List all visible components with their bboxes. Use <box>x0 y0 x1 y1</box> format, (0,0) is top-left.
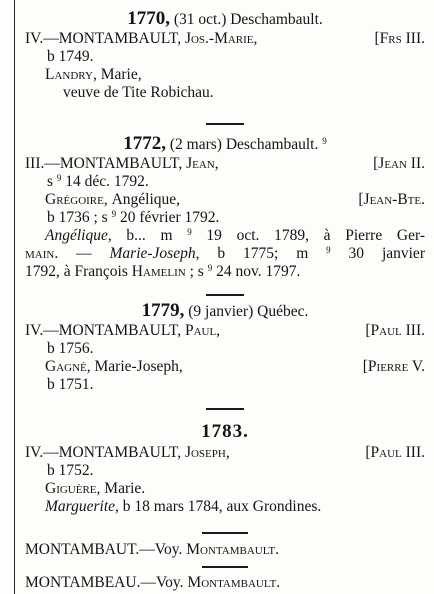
child-line <box>25 227 425 245</box>
separator-rule <box>206 294 244 296</box>
husband-surname: MONTAMBAULT, <box>58 30 185 47</box>
entry-1772 <box>25 133 425 281</box>
child-event: 30 janvier <box>330 245 425 262</box>
child-name: Marie-Joseph <box>109 245 196 262</box>
xref-surname: MONTAMBAUT. <box>25 541 140 558</box>
wife-surname: Landry, <box>45 66 101 83</box>
child-line <box>25 498 425 516</box>
burial-date: 14 déc. 1792. <box>61 173 149 190</box>
child-event: 1792, à François <box>25 263 132 280</box>
separator-rule <box>206 123 244 125</box>
separator-rule <box>202 532 248 534</box>
generation-number: IV.— <box>25 30 59 47</box>
entry-1783 <box>25 420 425 516</box>
child-spouse: main. — <box>25 245 110 262</box>
place-note-mark: 9 <box>207 263 213 273</box>
burial-label: s <box>47 173 57 190</box>
child-event: 19 oct. 1789, à Pierre Ger- <box>191 227 425 244</box>
husband-given-name: Jos.-Marie, <box>184 30 258 47</box>
wife-surname: Gagné, <box>45 358 95 375</box>
place-note-mark: 9 <box>56 173 62 183</box>
child-event: , b 1775; m <box>195 245 327 262</box>
husband-surname: MONTAMBAULT, <box>58 322 185 339</box>
left-column-rule <box>14 0 15 594</box>
xref-target: Montambault. <box>186 541 280 558</box>
xref-see-label: —Voy. <box>140 574 188 591</box>
separator-rule <box>202 566 248 568</box>
entry-place-date: (31 oct.) Deschambault. <box>169 11 323 28</box>
place-note-mark: 9 <box>187 227 192 237</box>
entry-year: 1772, <box>123 133 166 154</box>
wife-given-name: Marie-Joseph, <box>94 358 183 375</box>
entry-1779 <box>25 300 425 394</box>
place-note-mark: 9 <box>322 136 327 146</box>
wife-line <box>25 191 425 209</box>
husband-burial <box>25 173 425 191</box>
husband-line <box>25 155 425 173</box>
wife-birth: b 1751. <box>47 376 94 393</box>
wife-given-name: Marie, <box>100 66 142 83</box>
husband-given-name: Jean, <box>186 155 219 172</box>
wife-line <box>25 480 425 498</box>
wife-birth-burial: b 1736 ; s <box>47 209 112 226</box>
wife-father-reference: [Jean-Bte. <box>358 191 425 208</box>
wife-father-reference: [Pierre V. <box>362 358 425 375</box>
place-note-mark: 9 <box>326 245 331 255</box>
wife-note: veuve de Tite Robichau. <box>63 84 214 101</box>
wife-line <box>25 358 425 376</box>
wife-surname: Grégoire, <box>45 191 112 208</box>
generation-number: III.— <box>25 155 60 172</box>
entry-place-date: (2 mars) Deschambault. <box>166 136 319 153</box>
wife-given-name: Angélique, <box>111 191 181 208</box>
place-note-mark: 9 <box>111 209 117 219</box>
separator-rule <box>206 408 244 410</box>
child-line <box>25 245 425 263</box>
child-event: , b 18 mars 1784, aux Grondines. <box>115 498 322 515</box>
husband-surname: MONTAMBAULT, <box>58 444 185 461</box>
husband-birth: b 1756. <box>47 340 94 357</box>
entry-place-date: (9 janvier) Québec. <box>184 303 309 320</box>
husband-birth: b 1752. <box>47 462 94 479</box>
entry-heading <box>25 8 425 30</box>
wife-dates <box>25 209 425 227</box>
father-reference: [Paul III. <box>365 444 425 461</box>
entry-heading <box>25 300 425 322</box>
husband-given-name: Paul, <box>184 322 221 339</box>
child-spouse: Hamelin <box>131 263 186 280</box>
husband-line <box>25 444 425 462</box>
xref-surname: MONTAMBEAU. <box>25 574 141 591</box>
wife-surname: Giguère, <box>45 480 105 497</box>
entry-heading <box>25 133 425 155</box>
child-event: ; s <box>185 263 208 280</box>
generation-number: IV.— <box>25 444 59 461</box>
entry-1770 <box>25 8 425 102</box>
entry-year: 1770, <box>127 8 170 29</box>
child-event: , b... m <box>107 227 188 244</box>
cross-reference <box>25 541 279 559</box>
entry-year: 1783. <box>201 421 249 442</box>
entry-year: 1779, <box>141 300 185 321</box>
cross-reference <box>25 574 280 592</box>
father-reference: [Frs III. <box>374 30 425 47</box>
child-line <box>25 263 425 281</box>
father-reference: [Jean II. <box>373 155 425 172</box>
husband-birth: b 1749. <box>47 48 94 65</box>
wife-given-name: Marie. <box>104 480 146 497</box>
child-name: Angélique <box>45 227 108 244</box>
husband-surname: MONTAMBAULT, <box>59 155 187 172</box>
xref-target: Montambault. <box>187 574 281 591</box>
child-event: 24 nov. 1797. <box>212 263 301 280</box>
husband-line <box>25 30 425 48</box>
husband-given-name: Joseph, <box>184 444 230 461</box>
husband-line <box>25 322 425 340</box>
entry-heading <box>25 420 425 444</box>
child-name: Marguerite <box>45 498 116 515</box>
father-reference: [Paul III. <box>365 322 425 339</box>
generation-number: IV.— <box>25 322 59 339</box>
wife-line <box>25 66 425 84</box>
xref-see-label: —Voy. <box>139 541 187 558</box>
wife-burial-date: 20 février 1792. <box>116 209 220 226</box>
